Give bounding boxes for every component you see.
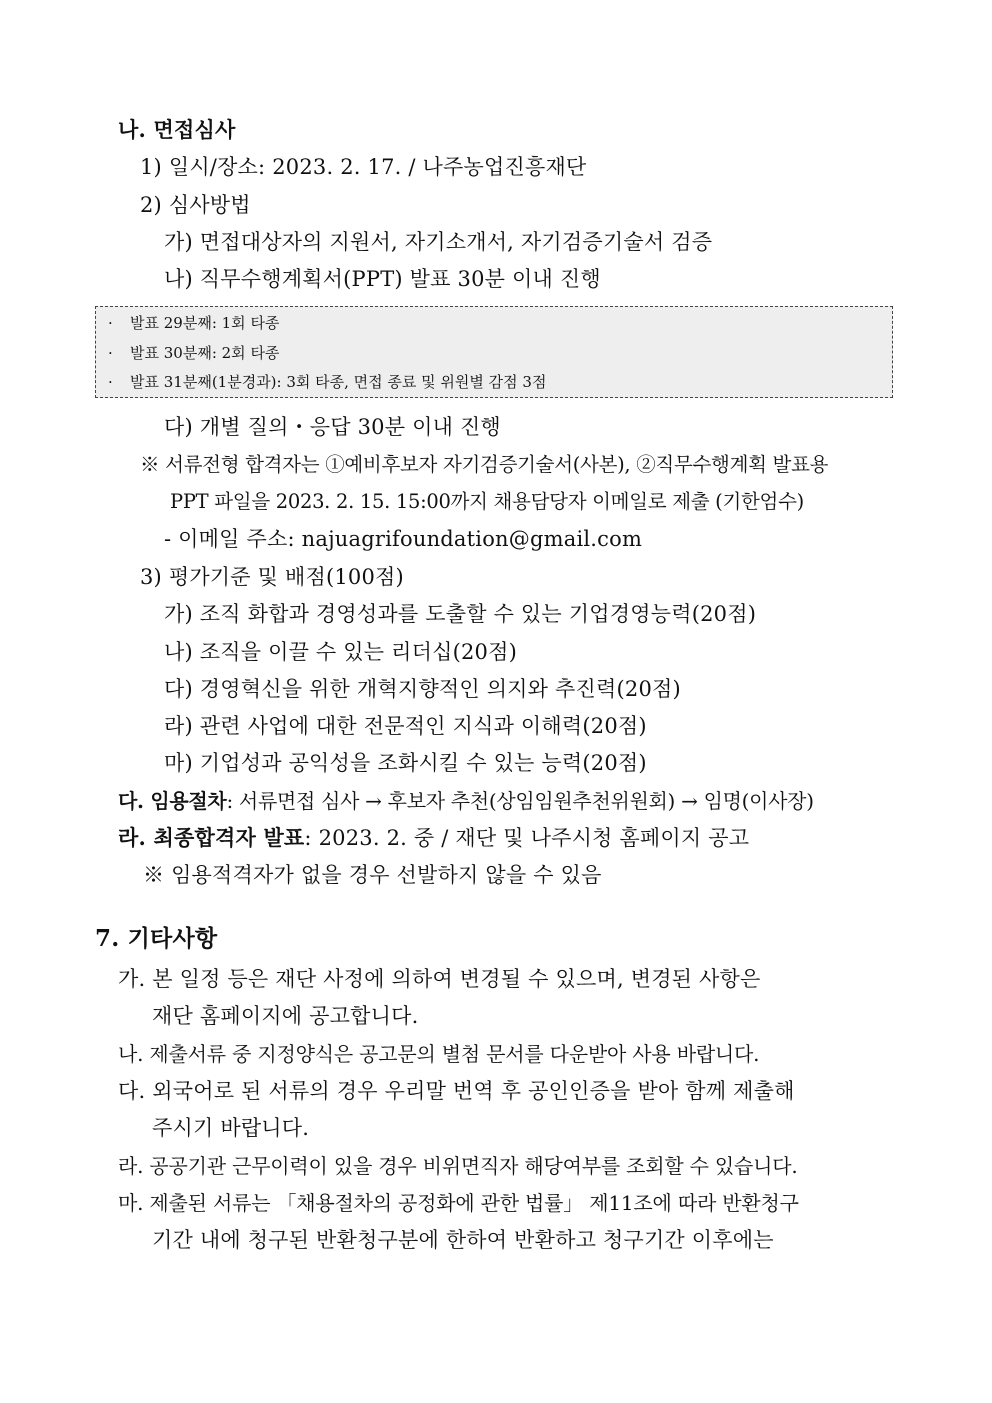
bullet-icon: · xyxy=(108,373,113,391)
appointment-procedure xyxy=(118,787,814,815)
section-heading-misc: 7. 기타사항 xyxy=(95,925,218,952)
method-item-ga: 가) 면접대상자의 지원서, 자기소개서, 자기검증기술서 검증 xyxy=(164,230,713,254)
appointment-text: : 서류면접 심사 → 후보자 추천(상임임원추천위원회) → 임명(이사장) xyxy=(226,789,814,813)
misc-item-da-cont: 주시기 바랍니다. xyxy=(152,1116,310,1140)
method-item-da: 다) 개별 질의・응답 30분 이내 진행 xyxy=(164,415,501,439)
final-announcement xyxy=(118,824,749,852)
eval-item-da: 다) 경영혁신을 위한 개혁지향적인 의지와 추진력(20점) xyxy=(164,677,681,701)
evaluation-heading: 3) 평가기준 및 배점(100점) xyxy=(140,565,404,589)
misc-item-ma-cont: 기간 내에 청구된 반환청구분에 한하여 반환하고 청구기간 이후에는 xyxy=(152,1228,774,1252)
eval-item-ga: 가) 조직 화합과 경영성과를 도출할 수 있는 기업경영능력(20점) xyxy=(164,602,757,626)
method-item-na: 나) 직무수행계획서(PPT) 발표 30분 이내 진행 xyxy=(164,267,601,291)
misc-item-da: 다. 외국어로 된 서류의 경우 우리말 번역 후 공인인증을 받아 함께 제출해 xyxy=(118,1079,795,1103)
box-item: · 발표 29분째: 1회 타종 xyxy=(108,314,280,332)
email-address: - 이메일 주소: najuagrifoundation@gmail.com xyxy=(164,527,643,551)
note-submission: ※ 서류전형 합격자는 ①예비후보자 자기검증기술서(사본), ②직무수행계획 발표용 xyxy=(140,453,829,476)
section-heading-interview: 나. 면접심사 xyxy=(118,117,236,142)
misc-item-na: 나. 제출서류 중 지정양식은 공고문의 별첨 문서를 다운받아 사용 바랍니다. xyxy=(118,1042,760,1066)
interview-schedule: 1) 일시/장소: 2023. 2. 17. / 나주농업진흥재단 xyxy=(140,155,587,179)
eval-item-na: 나) 조직을 이끌 수 있는 리더십(20점) xyxy=(164,640,517,664)
misc-item-ga-cont: 재단 홈페이지에 공고합니다. xyxy=(152,1004,419,1028)
eval-item-ra: 라) 관련 사업에 대한 전문적인 지식과 이해력(20점) xyxy=(164,714,647,738)
box-item: · 발표 31분째(1분경과): 3회 타종, 면접 종료 및 위원별 감점 3점 xyxy=(108,373,547,391)
announcement-text: : 2023. 2. 중 / 재단 및 나주시청 홈페이지 공고 xyxy=(304,826,750,850)
note-no-candidate: ※ 임용적격자가 없을 경우 선발하지 않을 수 있음 xyxy=(143,863,602,887)
misc-item-ga: 가. 본 일정 등은 재단 사정에 의하여 변경될 수 있으며, 변경된 사항은 xyxy=(118,967,761,991)
bullet-icon: · xyxy=(108,314,113,332)
appointment-label: 다. 임용절차 xyxy=(118,789,227,813)
misc-item-ra: 라. 공공기관 근무이력이 있을 경우 비위면직자 해당여부를 조회할 수 있습니다. xyxy=(118,1154,798,1178)
misc-item-ma: 마. 제출된 서류는 「채용절차의 공정화에 관한 법률」 제11조에 따라 반환청구 xyxy=(118,1191,799,1215)
bullet-icon: · xyxy=(108,344,113,362)
note-submission-cont: PPT 파일을 2023. 2. 15. 15:00까지 채용담당자 이메일로 제출 (기한엄수) xyxy=(170,490,804,513)
box-item: · 발표 30분째: 2회 타종 xyxy=(108,344,280,362)
interview-method-heading: 2) 심사방법 xyxy=(140,193,251,217)
eval-item-ma: 마) 기업성과 공익성을 조화시킬 수 있는 능력(20점) xyxy=(164,751,647,775)
announcement-label: 라. 최종합격자 발표 xyxy=(118,825,305,850)
presentation-timing-box xyxy=(95,306,893,398)
